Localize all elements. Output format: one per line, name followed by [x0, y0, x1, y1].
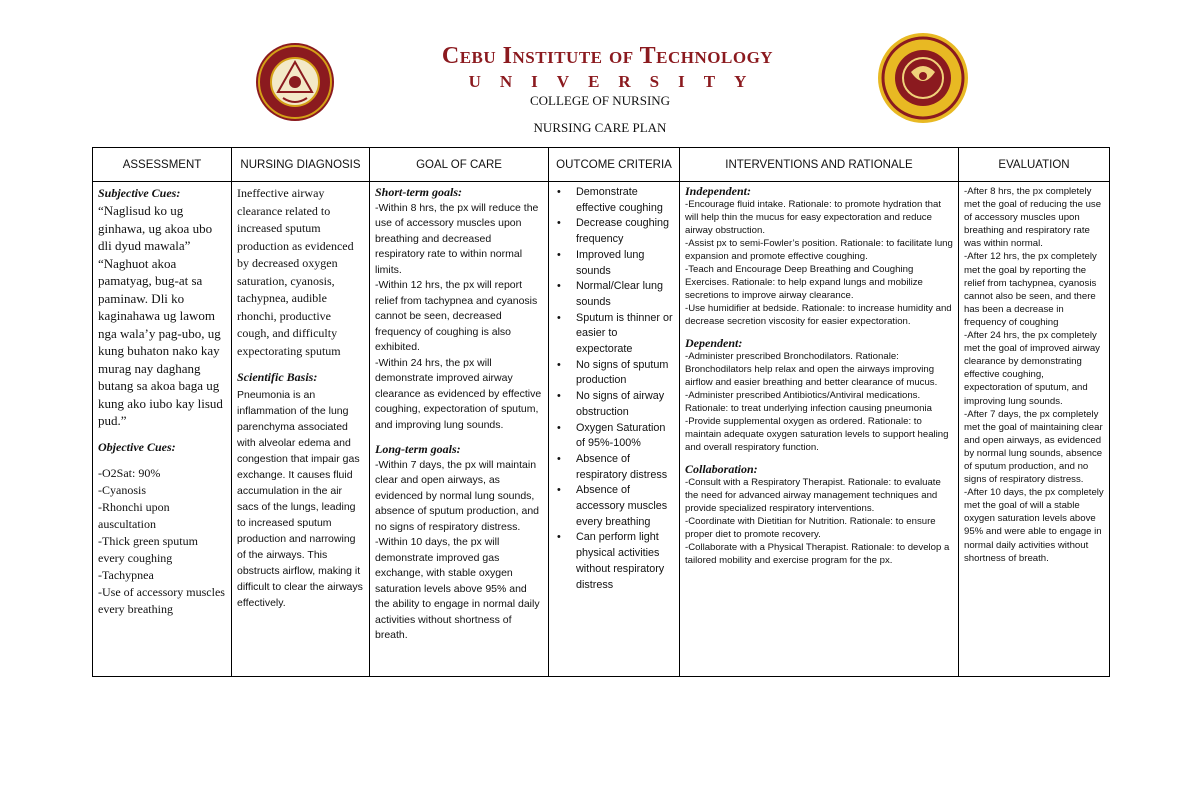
list-item: • Sputum is thinner or easier to expectorate	[576, 311, 674, 358]
intervention-item: -Assist px to semi-Fowler’s position. Rationale: to facilitate lung expansion and promote effective coughing.	[685, 238, 953, 262]
objective-cues-heading: Objective Cues:	[98, 439, 176, 454]
list-item: • Decrease coughing frequency	[576, 216, 674, 247]
column-header-outcome-criteria: OUTCOME CRITERIA	[549, 148, 680, 182]
short-term-goal-item: -Within 12 hrs, the px will report relief from tachypnea and cyanosis cannot be seen, decreased frequency of coughing is also exhibited.	[375, 279, 538, 353]
short-term-goal-item: -Within 8 hrs, the px will reduce the use of accessory muscles upon breathing and decreased respiratory rate to within normal limits.	[375, 201, 539, 276]
column-header-assessment: ASSESSMENT	[93, 148, 232, 182]
intervention-item: -Provide supplemental oxygen as ordered. Rationale: to maintain adequate oxygen saturation levels to support healing and overall respiratory function.	[685, 416, 949, 453]
column-header-goal-of-care: GOAL OF CARE	[370, 148, 549, 182]
nursing-diagnosis-cell	[232, 182, 370, 677]
evaluation-item: -After 8 hrs, the px completely met the goal of reducing the use of accessory muscles upon breathing and respiratory rate was within normal.	[964, 186, 1102, 250]
goal-of-care-cell	[370, 182, 549, 677]
list-item: • Demonstrate effective coughing	[576, 185, 674, 216]
evaluation-item: -After 7 days, the px completely met the goal of maintaining clear and open airways, as evidenced by normal lung sounds, absence of sputum production, and no signs of respiratory distress.	[964, 408, 1103, 486]
table-row	[93, 182, 1110, 677]
evaluation-item: -After 10 days, the px completely met the goal of will a stable oxygen saturation levels above 95% and were able to engage in normal daily activities without shortness of breath.	[964, 487, 1104, 564]
list-item: • Oxygen Saturation of 95%-100%	[576, 421, 674, 452]
objective-cue-item: -Rhonchi upon auscultation	[98, 499, 170, 531]
outcome-criteria-list	[554, 185, 674, 593]
assessment-cell	[93, 182, 232, 677]
long-term-goal-item: -Within 7 days, the px will maintain clear and open airways, as evidenced by normal lung sounds, absence of sputum production, and no signs of respiratory distress.	[375, 458, 540, 533]
short-term-goal-item: -Within 24 hrs, the px will demonstrate improved airway clearance as evidenced by effective coughing, expectoration of sputum, and improving lung sounds.	[375, 356, 542, 431]
short-term-goals-heading: Short-term goals:	[375, 185, 463, 199]
intervention-item: -Teach and Encourage Deep Breathing and Coughing Exercises. Rationale: to help expand lungs and mobilize secretions to improve airway clearance.	[685, 264, 923, 301]
document-header	[0, 0, 1200, 140]
list-item: • Absence of accessory muscles every breathing	[576, 483, 674, 530]
scientific-basis-text: Pneumonia is an inflammation of the lung parenchyma associated with alveolar edema and congestion that impair gas exchange. It causes fluid accumulation in the air sacs of the lungs, leading to increased sputum production and narrowing of the airways. This obstructs airflow, making it difficult to clear the airways effectively.	[237, 388, 363, 609]
dependent-heading: Dependent:	[685, 336, 743, 350]
scientific-basis-heading: Scientific Basis:	[237, 370, 318, 384]
subjective-cues-text: “Naglisud ko ug ginhawa, ug akoa ubo dli dyud mawala” “Naghuot akoa pamatyag, bug-at sa paminaw. Dli ko kaginahawa ug lawom nga wala’y pag-ubo, ug kung buhaton nako kay murag nay daghang butang sa akoa baga ug kung ako iubo kay lisud pud.”	[98, 203, 223, 428]
intervention-item: -Consult with a Respiratory Therapist. Rationale: to evaluate the need for advanced airway management techniques and provide specialized respiratory interventions.	[685, 477, 941, 514]
long-term-goal-item: -Within 10 days, the px will demonstrate improved gas exchange, with stable oxygen saturation levels above 95% and the ability to engage in normal daily activities without shortness of breath.	[375, 536, 540, 641]
independent-heading: Independent:	[685, 184, 751, 198]
intervention-item: -Use humidifier at bedside. Rationale: to increase humidity and decrease secretion viscosity for easier expectoration.	[685, 303, 952, 327]
university-seal-logo	[255, 42, 335, 122]
column-header-evaluation: EVALUATION	[959, 148, 1110, 182]
diagnosis-statement: Ineffective airway clearance related to increased sputum production as evidenced by decreased oxygen saturation, cyanosis, tachypnea, audible rhonchi, productive cough, and difficulty expectorating sputum	[237, 186, 354, 358]
list-item: • Absence of respiratory distress	[576, 452, 674, 483]
objective-cue-item: -Thick green sputum every coughing	[98, 533, 198, 565]
column-header-nursing-diagnosis: NURSING DIAGNOSIS	[232, 148, 370, 182]
intervention-item: -Collaborate with a Physical Therapist. Rationale: to develop a tailored mobility and exercise program for the px.	[685, 542, 950, 566]
list-item: • Improved lung sounds	[576, 248, 674, 279]
nursing-care-plan-table	[92, 147, 1110, 677]
list-item: • No signs of airway obstruction	[576, 389, 674, 420]
evaluation-item: -After 12 hrs, the px completely met the goal by reporting the relief from tachypnea, cyanosis cannot also be seen, and there has been a decrease in frequency of coughing	[964, 251, 1097, 328]
college-of-nursing-seal-logo	[877, 32, 969, 124]
list-item: • Normal/Clear lung sounds	[576, 279, 674, 310]
table-header-row	[93, 148, 1110, 182]
document-title: NURSING CARE PLAN	[533, 120, 667, 135]
outcome-criteria-cell	[549, 182, 680, 677]
intervention-item: -Coordinate with Dietitian for Nutrition. Rationale: to ensure proper diet to promote recovery.	[685, 516, 936, 540]
intervention-item: -Administer prescribed Bronchodilators. Rationale: Bronchodilators help relax and open the airways improving airflow and easier breathing and better clearance of mucus.	[685, 351, 938, 388]
intervention-item: -Encourage fluid intake. Rationale: to promote hydration that will help thin the mucus for easy expectoration and reduce airway obstruction.	[685, 199, 941, 236]
column-header-interventions: INTERVENTIONS AND RATIONALE	[680, 148, 959, 182]
objective-cue-item: -Tachypnea	[98, 567, 154, 582]
collaboration-heading: Collaboration:	[685, 462, 758, 476]
objective-cue-item: -Use of accessory muscles every breathing	[98, 584, 225, 616]
long-term-goals-heading: Long-term goals:	[375, 442, 461, 456]
evaluation-cell	[959, 182, 1110, 677]
university-name: Cebu Institute of Technology	[441, 43, 774, 69]
subjective-cues-heading: Subjective Cues:	[98, 186, 181, 200]
list-item: • No signs of sputum production	[576, 358, 674, 389]
list-item: • Can perform light physical activities without respiratory distress	[576, 530, 674, 593]
evaluation-item: -After 24 hrs, the px completely met the goal of improved airway clearance by demonstrating effective coughing, expectoration of sputum, and improving lung sounds.	[964, 330, 1100, 407]
university-subtitle: UNIVERSITY	[468, 72, 766, 91]
objective-cue-item: -O2Sat: 90%	[98, 465, 161, 480]
interventions-cell	[680, 182, 959, 677]
objective-cue-item: -Cyanosis	[98, 482, 146, 497]
intervention-item: -Administer prescribed Antibiotics/Antiviral medications. Rationale: to treat underlying infection causing pneumonia	[685, 390, 932, 414]
college-name: COLLEGE OF NURSING	[529, 93, 671, 108]
